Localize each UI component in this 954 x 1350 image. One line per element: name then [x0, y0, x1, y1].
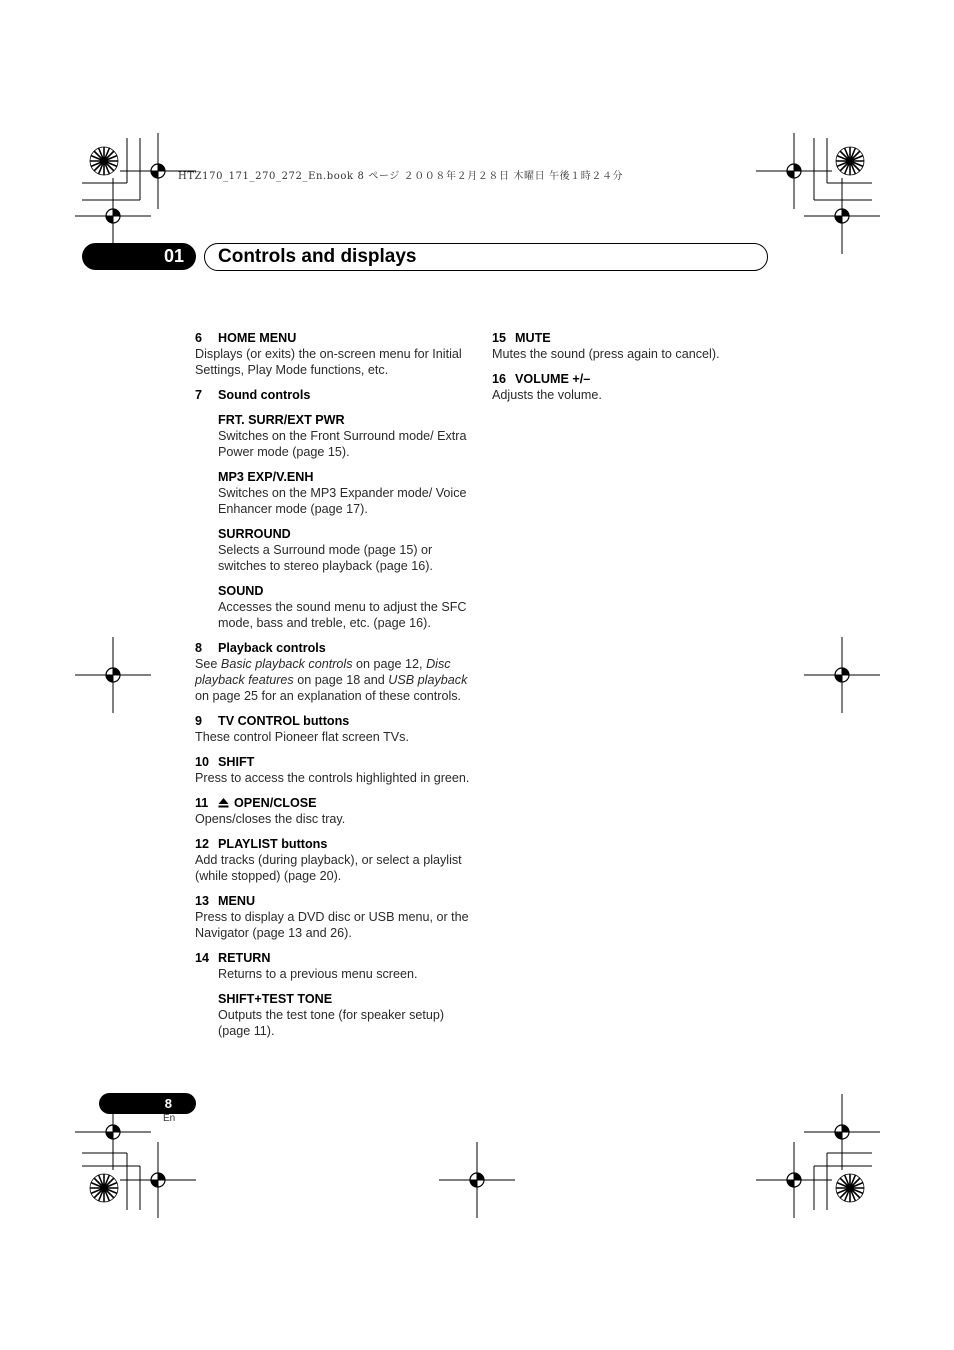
- item-title: HOME MENU: [218, 331, 297, 345]
- chapter-number: 01: [82, 243, 196, 270]
- item-number: 15: [492, 331, 507, 345]
- entry-mute: [492, 330, 752, 362]
- entry-tv-control: [195, 713, 475, 745]
- entry-volume: [492, 371, 752, 403]
- item-description: Accesses the sound menu to adjust the SFC mode, bass and treble, etc. (page 16).: [218, 600, 467, 630]
- entry-playback-controls: [195, 640, 475, 704]
- chapter-title: Controls and displays: [204, 243, 768, 271]
- item-number: 8: [195, 641, 203, 655]
- registration-star-icon: [836, 1174, 864, 1202]
- item-description: Switches on the Front Surround mode/ Extra Power mode (page 15).: [218, 429, 467, 459]
- item-description: Opens/closes the disc tray.: [195, 812, 346, 826]
- item-number: 11: [195, 796, 209, 810]
- eject-icon: [218, 795, 229, 811]
- item-title: FRT. SURR/EXT PWR: [218, 413, 345, 427]
- item-number: 13: [195, 894, 210, 908]
- item-description: Outputs the test tone (for speaker setup) (page 11).: [218, 1008, 445, 1038]
- item-title: Sound controls: [218, 388, 311, 402]
- registration-cross-icon: [439, 1142, 515, 1218]
- cross-reference: Basic playback controls: [220, 657, 353, 671]
- item-number: 9: [195, 714, 203, 728]
- item-title: SHIFT+TEST TONE: [218, 992, 333, 1006]
- item-description: Switches on the MP3 Expander mode/ Voice Enhancer mode (page 17).: [218, 486, 467, 516]
- right-column: [492, 330, 752, 412]
- registration-cross-icon: [756, 1142, 832, 1218]
- item-description: Press to display a DVD disc or USB menu, or the Navigator (page 13 and 26).: [195, 910, 469, 940]
- item-title: PLAYLIST buttons: [218, 837, 328, 851]
- entry-sound-controls: [195, 387, 475, 403]
- print-info-slug: HTZ170_171_270_272_En.book 8 ページ ２００８年２月２８日 木曜日 午後１時２４分: [178, 171, 624, 182]
- cross-reference: USB playback: [388, 673, 468, 687]
- item-description: Mutes the sound (press again to cancel).: [492, 347, 720, 361]
- entry-menu: [195, 893, 475, 941]
- item-description: Press to access the controls highlighted in green.: [195, 771, 470, 785]
- item-number: 6: [195, 331, 203, 345]
- item-number: 16: [492, 372, 507, 386]
- item-title: MP3 EXP/V.ENH: [218, 470, 314, 484]
- registration-cross-icon: [120, 1142, 196, 1218]
- entry-open-close: [195, 795, 475, 827]
- item-number: 12: [195, 837, 210, 851]
- item-description: Add tracks (during playback), or select a playlist (while stopped) (page 20).: [195, 853, 462, 883]
- item-description: Selects a Surround mode (page 15) or switches to stereo playback (page 16).: [218, 543, 433, 573]
- item-title: SHIFT: [218, 755, 255, 769]
- item-title: TV CONTROL buttons: [218, 714, 350, 728]
- item-description: These control Pioneer flat screen TVs.: [195, 730, 409, 744]
- body-text: on page 12,: [352, 657, 427, 671]
- item-description: Adjusts the volume.: [492, 388, 602, 402]
- item-description: Returns to a previous menu screen.: [218, 967, 418, 981]
- item-title: Playback controls: [218, 641, 326, 655]
- left-column: [195, 330, 475, 1048]
- item-description: [195, 656, 475, 704]
- entry-playlist: [195, 836, 475, 884]
- item-description: Displays (or exits) the on-screen menu for Initial Settings, Play Mode functions, etc.: [195, 347, 462, 377]
- registration-star-icon: [836, 147, 864, 175]
- item-number: 10: [195, 755, 210, 769]
- subentry-shift-test-tone: [218, 991, 475, 1039]
- item-number: 7: [195, 388, 203, 402]
- body-text: See: [195, 657, 221, 671]
- entry-shift: [195, 754, 475, 786]
- subentry-sound: [218, 583, 475, 631]
- registration-cross-icon: [756, 133, 832, 209]
- registration-cross-icon: [804, 637, 880, 713]
- item-title: VOLUME +/–: [515, 372, 591, 386]
- entry-return: [195, 950, 475, 982]
- subentry-surround: [218, 526, 475, 574]
- item-title: SOUND: [218, 584, 264, 598]
- cross-reference: Disc playback features: [195, 657, 451, 687]
- item-title: OPEN/CLOSE: [234, 796, 317, 810]
- body-text: on page 25 for an explanation of these controls.: [195, 689, 462, 703]
- entry-home-menu: [195, 330, 475, 378]
- subentry-mp3-exp: [218, 469, 475, 517]
- item-number: 14: [195, 951, 210, 965]
- registration-star-icon: [90, 147, 118, 175]
- page-language: En: [163, 1113, 176, 1124]
- item-title: RETURN: [218, 951, 271, 965]
- page-number: 8: [99, 1093, 196, 1114]
- item-title: MENU: [218, 894, 256, 908]
- subentry-frt-surr-ext-pwr: [218, 412, 475, 460]
- registration-star-icon: [90, 1174, 118, 1202]
- item-title: MUTE: [515, 331, 551, 345]
- registration-cross-icon: [75, 637, 151, 713]
- body-text: on page 18 and: [293, 673, 389, 687]
- registration-cross-icon: [804, 178, 880, 254]
- registration-cross-icon: [804, 1094, 880, 1170]
- item-title: SURROUND: [218, 527, 291, 541]
